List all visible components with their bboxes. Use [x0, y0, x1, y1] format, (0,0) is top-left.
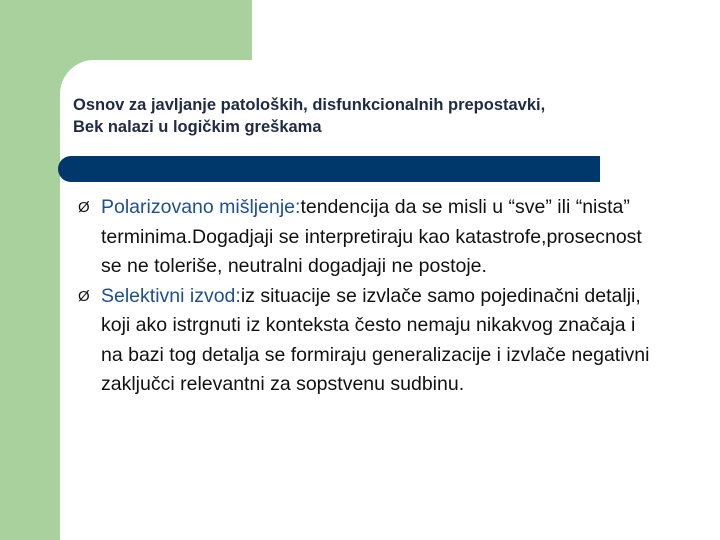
arrow-bullet-icon: Ø [78, 199, 90, 216]
bullet-term: Selektivni izvod: [101, 284, 241, 307]
bullet-text: iz situacije se izvlače samo pojedinačni detalji, koji ako istrgnuti iz konteksta često nemaju nikakvog značaja i na bazi tog detalja se formiraju generalizacije i izvlače negativni zaključci relevantni za sopstvenu sudbinu. [101, 284, 650, 395]
bullet-term: Polarizovano mišljenje: [101, 196, 301, 218]
bullet-text: tendencija da se misli u “sve” ili “nista” terminima.Dogadjaji se interpretiraju kao katastrofe,prosecnost se ne toleriše, neutralni dogadjaji ne postoje. [101, 196, 642, 277]
arrow-bullet-icon: Ø [78, 287, 90, 305]
slide-title-line-1: Osnov za javljanje patoloških, disfunkcionalnih prepostavki, [73, 96, 546, 114]
slide-title [73, 94, 673, 138]
slide-title-line-2: Bek nalazi u logičkim greškama [73, 118, 322, 136]
bullet-item-polarized-thinking [78, 193, 658, 282]
title-divider-bar [58, 156, 600, 182]
bullet-list [78, 193, 658, 400]
bullet-item-selective-abstraction [78, 282, 658, 400]
